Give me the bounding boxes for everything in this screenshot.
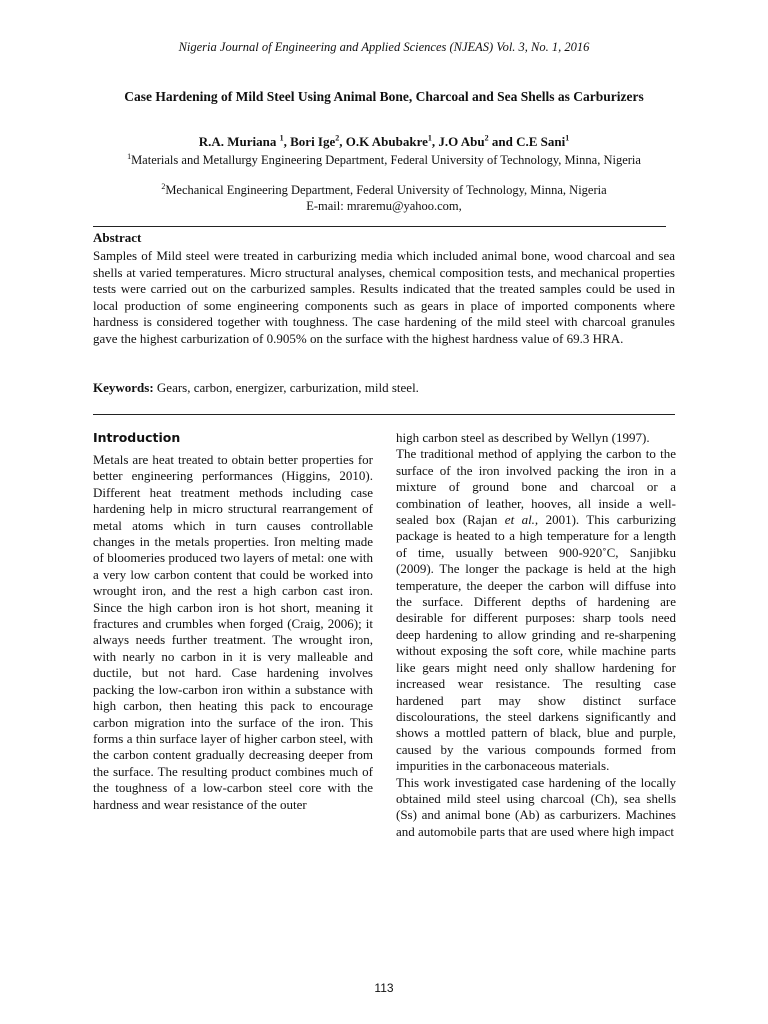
body-paragraph: This work investigated case hardening of the locally obtained mild steel using charcoal (Ch), sea shells (Ss) and animal bone (Ab) as carburizers. Machines and automobile parts that are used where high impact	[396, 774, 676, 839]
body-paragraph: Metals are heat treated to obtain better properties for better engineering performances (Higgins, 2010). Different heat treatment methods including case hardening help in micro structural rearrangement of metal atoms which in turn causes controllable changes in the metals properties. Iron melting made of bloomeries produced two layers of metal: one with a very low carbon content that could be worked into wrought iron, and the rest a high carbon cast iron. Since the high carbon iron is hot short, meaning it fractures and crumbles when forged (Craig, 2006); it always needs further treatment. The wrought iron, with nearly no carbon in it is very malleable and ductile, but not hard. Case hardening involves packing the low-carbon iron within a substance with high carbon, then heating this pack to encourage carbon migration into the surface of the iron. This forms a thin surface layer of higher carbon steel, with the carbon content gradually decreasing deeper from the surface. The resulting product combines much of the toughness of a low-carbon steel core with the hardness and wear resistance of the outer	[93, 452, 373, 812]
author-affiliation-mark: 2	[335, 133, 340, 143]
introduction-heading: Introduction	[93, 430, 181, 445]
body-text: 2001). This carburizing package is heated to a high temperature for a length of time, usually between 900-920˚C, Sanjibku (2009). The longer the package is held at the high temperature, the deeper the carbon will diffuse into the surface. Different depths of hardening are desirable for different purposes: sharp tools need deep hardening to allow grinding and re-sharpening without exposing the soft core, while machine parts like gears might need only shallow hardening for increased wear resistance. The resulting case hardened part may show distinct surface discolourations, the steel darkens significantly and shows a mottled pattern of black, blue and purple, caused by the various compounds formed from impurities in the carbonaceous materials.	[396, 512, 676, 774]
body-column-left	[93, 452, 373, 813]
affiliation-2	[100, 182, 668, 198]
author-name: O.K Abubakre	[345, 134, 428, 149]
author-name: R.A. Muriana	[198, 134, 277, 149]
author-name: C.E Sani	[516, 134, 566, 149]
keywords-text: Gears, carbon, energizer, carburization, mild steel.	[153, 380, 419, 395]
author-affiliation-mark: 1	[279, 133, 284, 143]
abstract-heading: Abstract	[93, 230, 142, 245]
author-separator: and	[488, 134, 517, 149]
author-affiliation-mark: 2	[484, 133, 489, 143]
divider-top	[93, 226, 666, 227]
author-separator: ,	[339, 134, 346, 149]
citation-et-al: et al.,	[504, 512, 539, 528]
paper-title: Case Hardening of Mild Steel Using Animal Bone, Charcoal and Sea Shells as Carburizers	[124, 89, 644, 104]
body-text: The traditional method of applying the carbon to the surface of the iron involved packing the iron in a mixture of ground bone and charcoal or a combination of leather, hooves, all inside a well-sealed box (Rajan	[396, 446, 676, 528]
abstract-text: Samples of Mild steel were treated in carburizing media which included animal bone, wood charcoal and sea shells at varied temperatures. Micro structural analyses, chemical composition tests, and mechanical properties tests were carried out on the carburized samples. Results indicated that the treated samples could be used in local production of some engineering components such as gears in place of imported components where hardness is considered together with toughness. The case hardening of the mild steel with charcoal granules gave the highest carburization of 0.905% on the surface with the highest hardness value of 69.3 HRA.	[93, 248, 675, 346]
affiliation-mark: 2	[161, 181, 166, 191]
author-affiliation-mark: 1	[565, 133, 570, 143]
author-name: Bori Ige	[290, 134, 336, 149]
author-affiliation-mark: 1	[427, 133, 432, 143]
affiliation-1	[100, 152, 668, 168]
author-separator: ,	[283, 134, 291, 149]
author-separator: ,	[431, 134, 439, 149]
author-list	[0, 134, 768, 150]
body-paragraph	[396, 446, 676, 774]
affiliation-text: Mechanical Engineering Department, Federal University of Technology, Minna, Nigeria	[165, 183, 607, 197]
body-paragraph: high carbon steel as described by Wellyn (1997).	[396, 430, 650, 445]
page-number: 113	[374, 981, 394, 995]
affiliation-mark: 1	[127, 151, 132, 161]
body-column-right	[396, 430, 676, 840]
affiliation-text: Materials and Metallurgy Engineering Department, Federal University of Technology, Minna, Nigeria	[131, 153, 641, 167]
keywords	[93, 380, 675, 397]
divider-bottom	[93, 414, 675, 415]
contact-email: E-mail: mraremu@yahoo.com,	[306, 199, 462, 213]
author-name: J.O Abu	[438, 134, 485, 149]
journal-header: Nigeria Journal of Engineering and Applied Sciences (NJEAS) Vol. 3, No. 1, 2016	[178, 40, 590, 54]
keywords-label: Keywords:	[93, 380, 154, 395]
